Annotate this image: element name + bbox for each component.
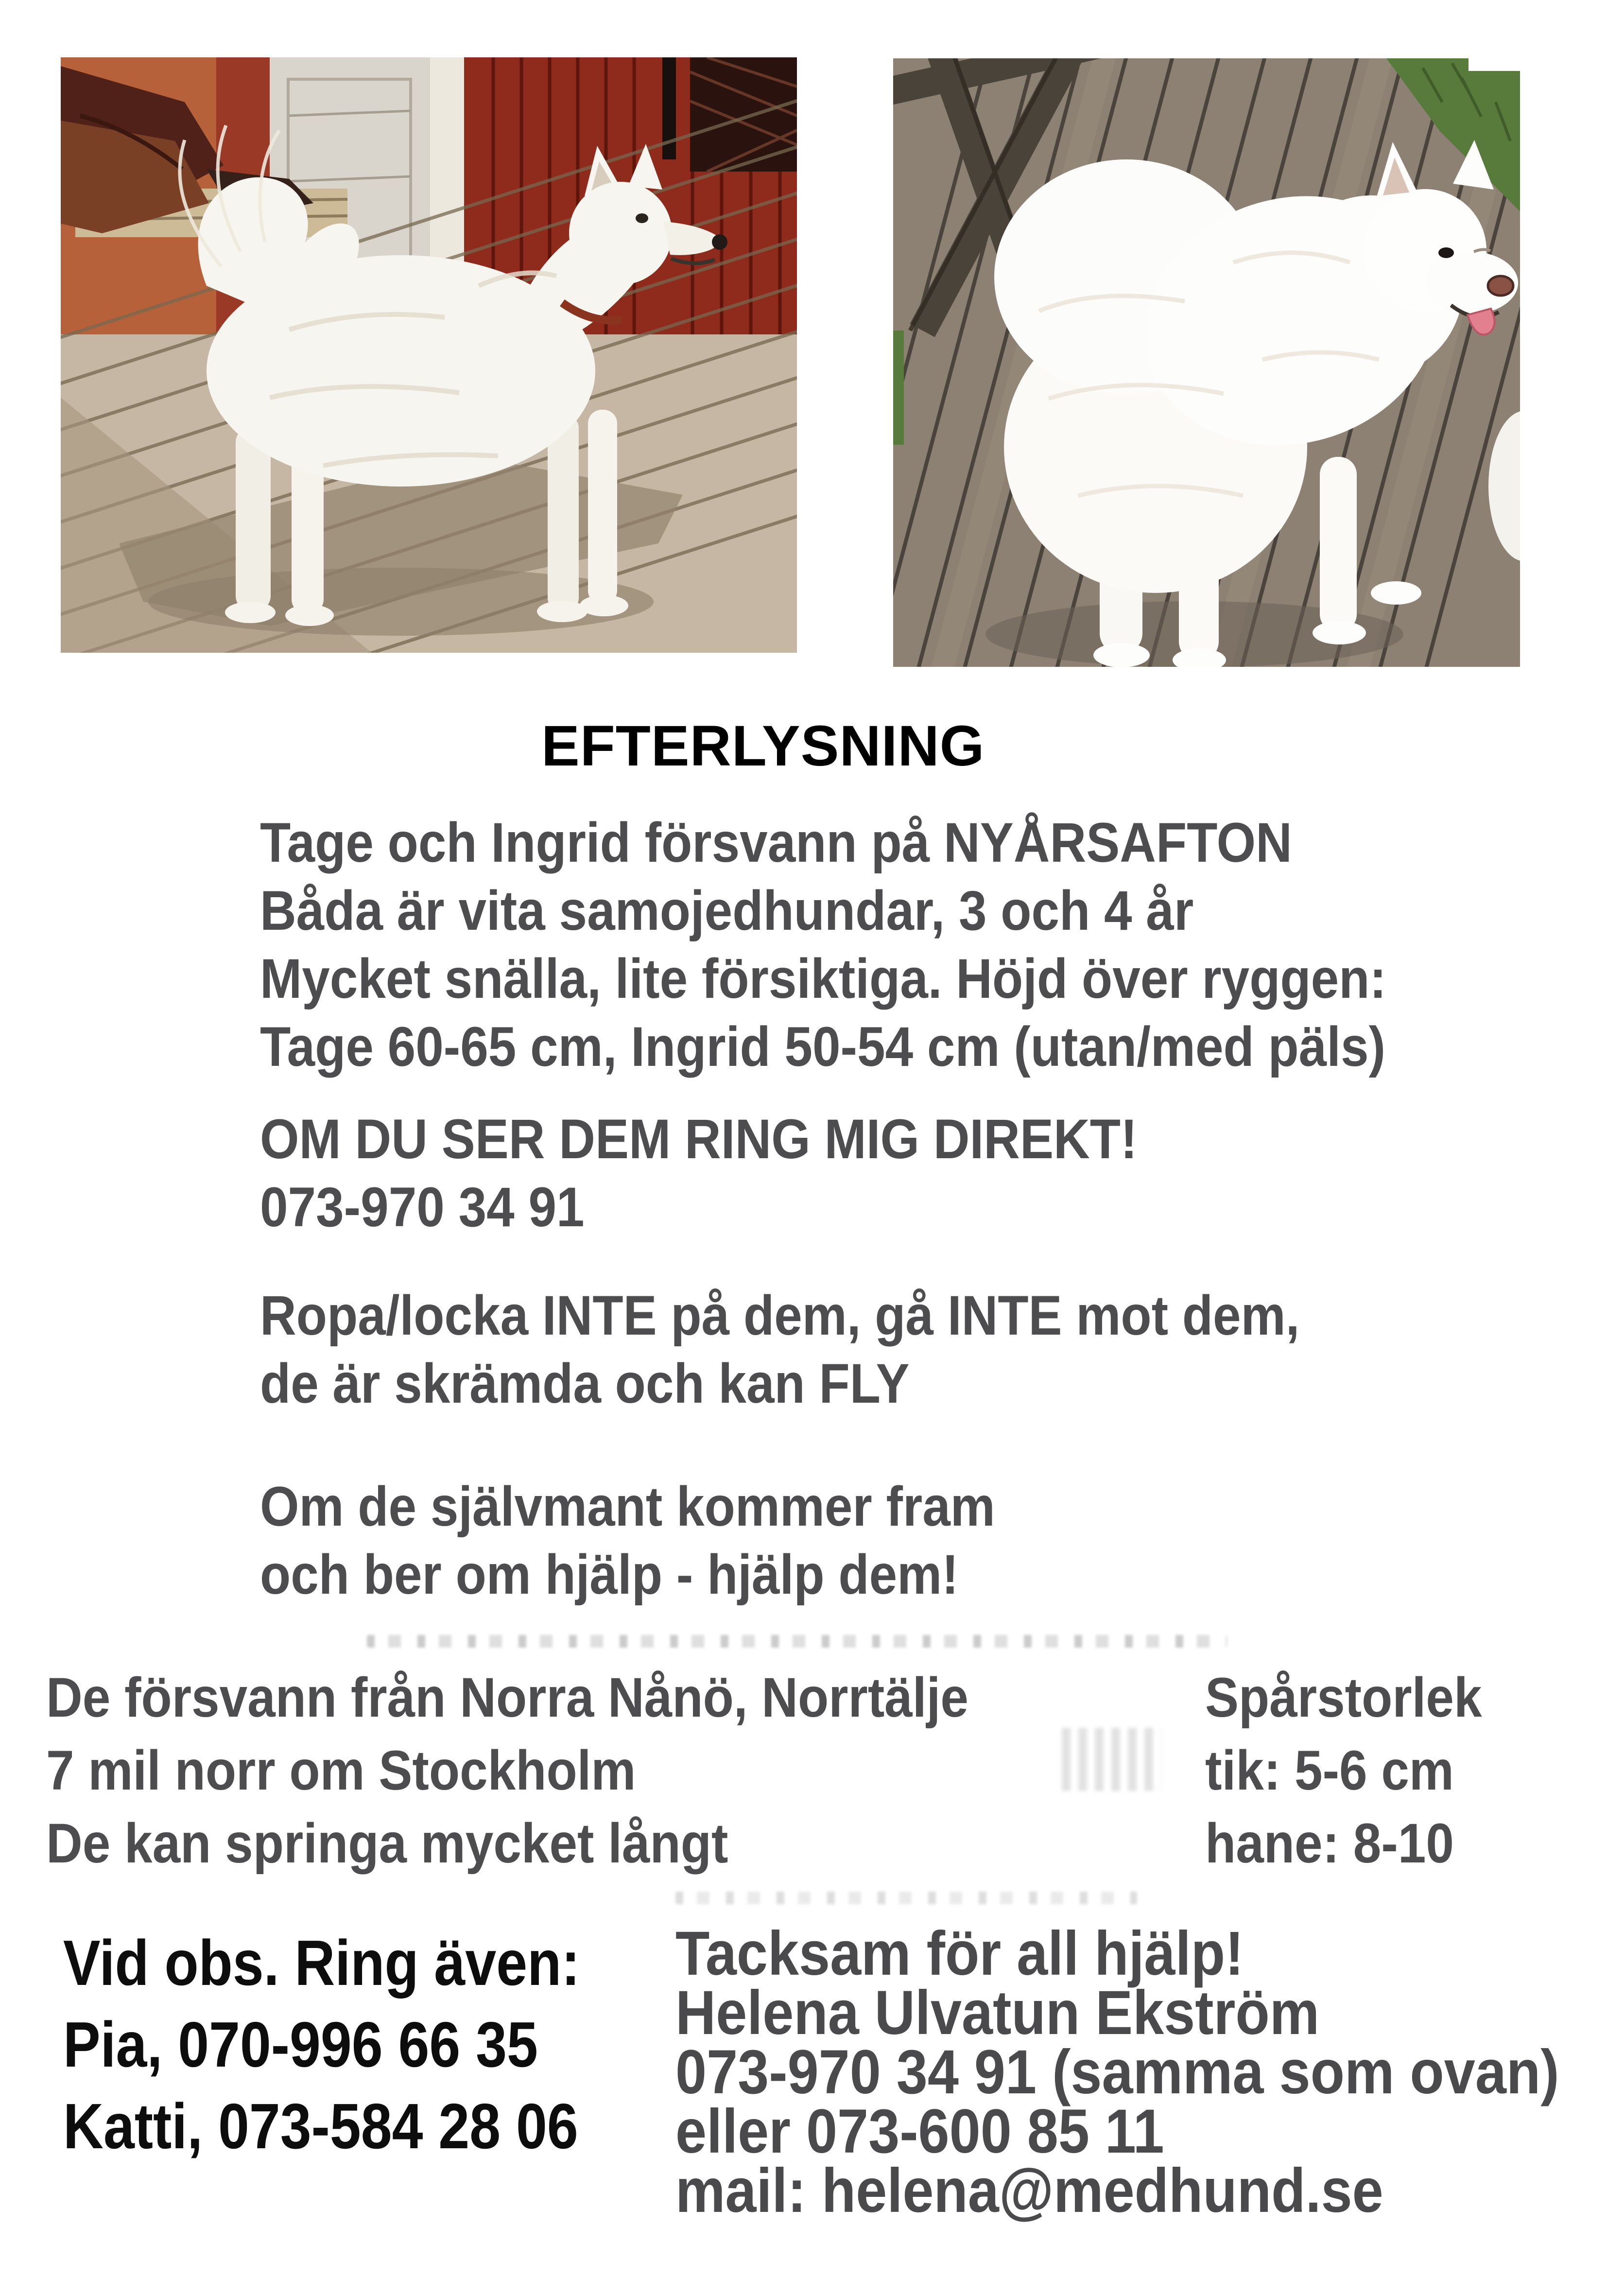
thanks-line: Tacksam för all hjälp!	[675, 1919, 1244, 1988]
also-call-katti: Katti, 073-584 28 06	[63, 2090, 578, 2162]
page-title-text: EFTERLYSNING	[541, 714, 985, 778]
erased-text-smudge-1	[367, 1635, 1227, 1648]
owner-phone-2: eller 073-600 85 11	[675, 2097, 1164, 2166]
owner-contact-block	[675, 1919, 1607, 2226]
call-phone: 073-970 34 91	[260, 1176, 585, 1238]
dog-rear-illustration	[893, 58, 1520, 667]
warning-line-1: Ropa/locka INTE på dem, gå INTE mot dem,	[260, 1285, 1300, 1347]
call-block	[260, 1105, 1235, 1241]
track-size-female: tik: 5-6 cm	[1205, 1739, 1454, 1802]
approach-line-2: och ber om hjälp - hjälp dem!	[260, 1544, 959, 1606]
also-call-pia: Pia, 070-996 66 35	[63, 2009, 538, 2080]
photo-dog-side-view	[61, 57, 797, 653]
approach-block	[260, 1473, 1077, 1609]
dog-side-illustration	[61, 57, 797, 653]
owner-name: Helena Ulvatun Ekström	[675, 1978, 1320, 2048]
photo-corner-notch	[1469, 58, 1520, 71]
call-line: OM DU SER DEM RING MIG DIREKT!	[260, 1108, 1138, 1170]
track-size-male: hane: 8-10	[1205, 1812, 1454, 1875]
intro-line-3: Mycket snälla, lite försiktiga. Höjd över ryggen:	[260, 948, 1386, 1010]
erased-text-ghost	[1062, 1728, 1161, 1791]
intro-line-2: Båda är vita samojedhundar, 3 och 4 år	[260, 880, 1194, 942]
owner-phone-1: 073-970 34 91 (samma som ovan)	[675, 2037, 1559, 2107]
erased-text-smudge-2	[675, 1892, 1137, 1904]
location-line-3: De kan springa mycket långt	[46, 1812, 728, 1875]
approach-line-1: Om de självmant kommer fram	[260, 1476, 995, 1538]
also-call-block	[63, 1922, 657, 2167]
intro-paragraph	[260, 809, 1511, 1081]
intro-line-1: Tage och Ingrid försvann på NYÅRSAFTON	[260, 812, 1292, 874]
location-line-1: De försvann från Norra Nånö, Norrtälje	[46, 1667, 968, 1729]
warning-line-2: de är skrämda och kan FLY	[260, 1353, 910, 1415]
photo-dog-rear-view	[893, 58, 1520, 667]
track-size-block	[1205, 1661, 1513, 1880]
track-size-title: Spårstorlek	[1205, 1667, 1482, 1729]
warning-block	[260, 1282, 1415, 1418]
location-line-2: 7 mil norr om Stockholm	[46, 1739, 636, 1802]
intro-line-4: Tage 60-65 cm, Ingrid 50-54 cm (utan/med päls)	[260, 1016, 1386, 1078]
also-call-heading: Vid obs. Ring även:	[63, 1927, 580, 1999]
owner-email: mail: helena@medhund.se	[675, 2156, 1383, 2226]
location-block	[46, 1661, 1071, 1880]
page-title	[541, 712, 985, 781]
